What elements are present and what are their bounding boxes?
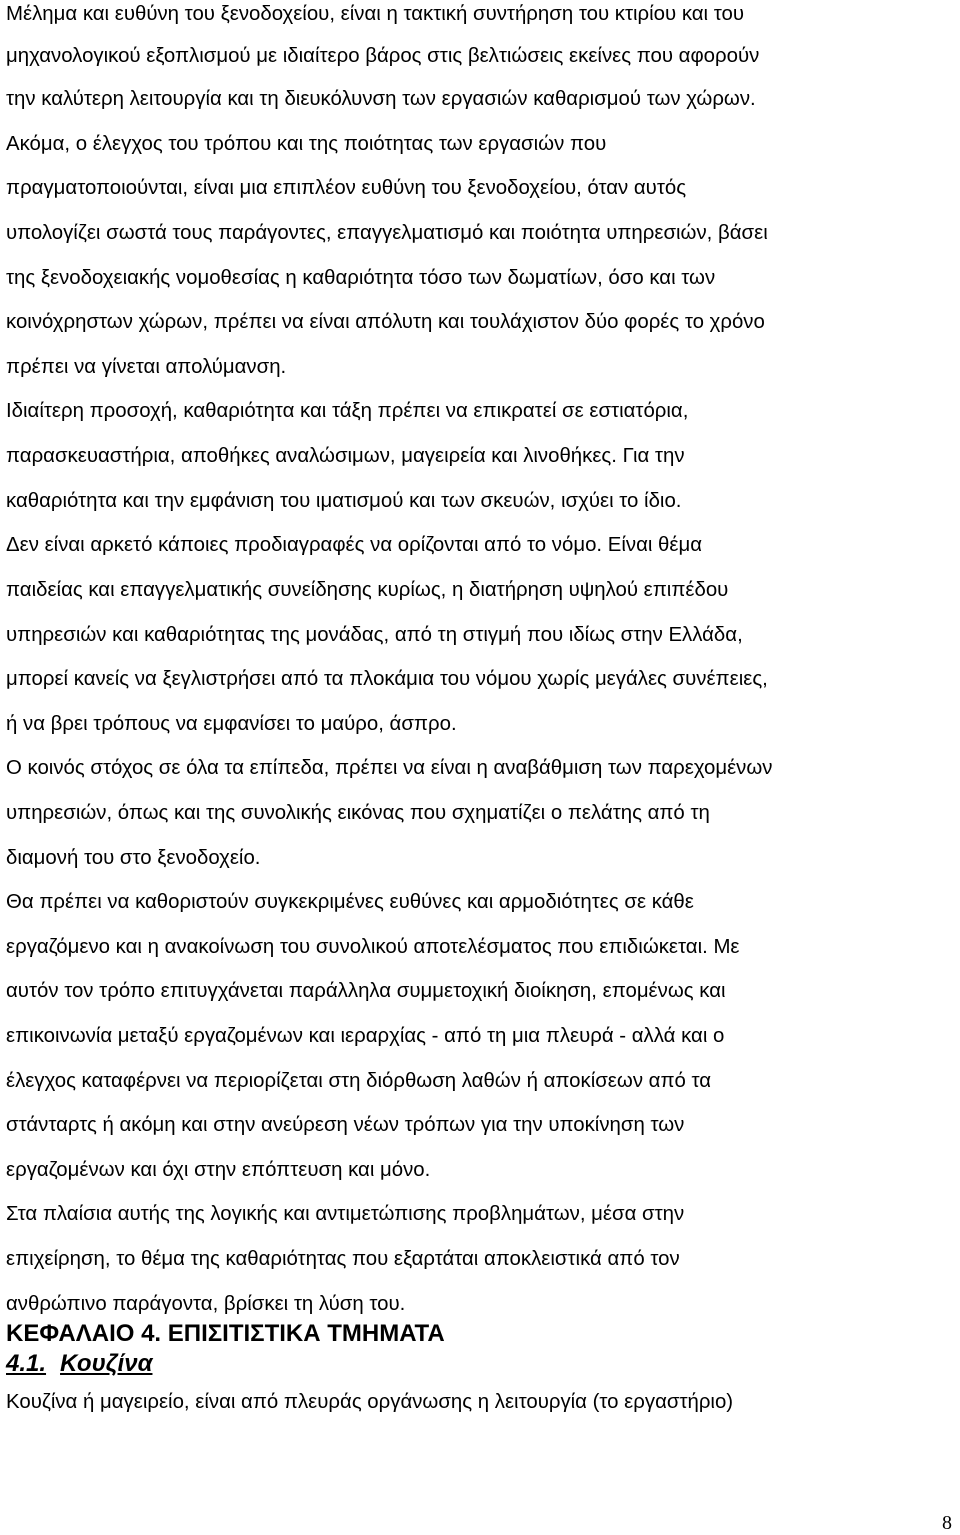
body-line-after-section: Κουζίνα ή μαγειρείο, είναι από πλευράς οργάνωσης η λειτουργία (το εργαστήριο) bbox=[6, 1391, 734, 1413]
body-line-8: κοινόχρηστων χώρων, πρέπει να είναι απόλυτη και τουλάχιστον δύο φορές το χρόνο bbox=[6, 311, 765, 333]
body-line-24: επικοινωνία μεταξύ εργαζομένων και ιεραρχίας - από τη μια πλευρά - αλλά και ο bbox=[6, 1025, 725, 1047]
body-line-11: παρασκευαστήρια, αποθήκες αναλώσιμων, μαγειρεία και λινοθήκες. Για την bbox=[6, 445, 685, 467]
page-number: 8 bbox=[942, 1512, 952, 1534]
body-line-6: υπολογίζει σωστά τους παράγοντες, επαγγελματισμό και ποιότητα υπηρεσιών, βάσει bbox=[6, 222, 768, 244]
body-line-18: Ο κοινός στόχος σε όλα τα επίπεδα, πρέπει να είναι η αναβάθμιση των παρεχομένων bbox=[6, 757, 773, 779]
body-line-14: παιδείας και επαγγελματικής συνείδησης κυρίως, η διατήρηση υψηλού επιπέδου bbox=[6, 579, 729, 601]
body-line-25: έλεγχος καταφέρνει να περιορίζεται στη διόρθωση λαθών ή αποκίσεων από τα bbox=[6, 1070, 712, 1092]
section-heading bbox=[6, 1350, 152, 1378]
body-line-4: Ακόμα, ο έλεγχος του τρόπου και της ποιότητας των εργασιών που bbox=[6, 133, 607, 155]
body-line-21: Θα πρέπει να καθοριστούν συγκεκριμένες ευθύνες και αρμοδιότητες σε κάθε bbox=[6, 891, 694, 913]
body-line-12: καθαριότητα και την εμφάνιση του ιματισμού και των σκευών, ισχύει το ίδιο. bbox=[6, 490, 682, 512]
body-line-7: της ξενοδοχειακής νομοθεσίας η καθαριότητα τόσο των δωματίων, όσο και των bbox=[6, 267, 716, 289]
section-title: Κουζίνα bbox=[60, 1350, 153, 1377]
body-line-9: πρέπει να γίνεται απολύμανση. bbox=[6, 356, 287, 378]
body-line-29: επιχείρηση, το θέμα της καθαριότητας που εξαρτάται αποκλειστικά από τον bbox=[6, 1248, 680, 1270]
body-line-5: πραγματοποιούνται, είναι μια επιπλέον ευθύνη του ξενοδοχείου, όταν αυτός bbox=[6, 177, 687, 199]
body-line-15: υπηρεσιών και καθαριότητας της μονάδας, από τη στιγμή που ιδίως στην Ελλάδα, bbox=[6, 624, 743, 646]
body-line-22: εργαζόμενο και η ανακοίνωση του συνολικού αποτελέσματος που επιδιώκεται. Με bbox=[6, 936, 740, 958]
body-line-27: εργαζομένων και όχι στην επόπτευση και μόνο. bbox=[6, 1159, 431, 1181]
body-line-2: μηχανολογικού εξοπλισμού με ιδιαίτερο βάρος στις βελτιώσεις εκείνες που αφορούν bbox=[6, 45, 760, 67]
body-line-10: Ιδιαίτερη προσοχή, καθαριότητα και τάξη πρέπει να επικρατεί σε εστιατόρια, bbox=[6, 400, 689, 422]
body-line-16: μπορεί κανείς να ξεγλιστρήσει από τα πλοκάμια του νόμου χωρίς μεγάλες συνέπειες, bbox=[6, 668, 768, 690]
body-line-30: ανθρώπινο παράγοντα, βρίσκει τη λύση του. bbox=[6, 1293, 406, 1315]
body-line-13: Δεν είναι αρκετό κάποιες προδιαγραφές να ορίζονται από το νόμο. Είναι θέμα bbox=[6, 534, 703, 556]
body-line-28: Στα πλαίσια αυτής της λογικής και αντιμετώπισης προβλημάτων, μέσα στην bbox=[6, 1203, 685, 1225]
body-line-20: διαμονή του στο ξενοδοχείο. bbox=[6, 847, 261, 869]
chapter-heading: ΚΕΦΑΛΑΙΟ 4. ΕΠΙΣΙΤΙΣΤΙΚΑ ΤΜΗΜΑΤΑ bbox=[6, 1320, 445, 1347]
body-line-26: στάνταρτς ή ακόμη και στην ανεύρεση νέων τρόπων για την υποκίνηση των bbox=[6, 1114, 685, 1136]
body-line-17: ή να βρει τρόπους να εμφανίσει το μαύρο, άσπρο. bbox=[6, 713, 457, 735]
body-line-19: υπηρεσιών, όπως και της συνολικής εικόνας που σχηματίζει ο πελάτης από τη bbox=[6, 802, 710, 824]
section-number: 4.1. bbox=[6, 1350, 47, 1377]
body-line-3: την καλύτερη λειτουργία και τη διευκόλυνση των εργασιών καθαρισμού των χώρων. bbox=[6, 88, 756, 110]
body-line-1: Μέλημα και ευθύνη του ξενοδοχείου, είναι η τακτική συντήρηση του κτιρίου και του bbox=[6, 3, 745, 25]
body-line-23: αυτόν τον τρόπο επιτυγχάνεται παράλληλα συμμετοχική διοίκηση, επομένως και bbox=[6, 980, 726, 1002]
